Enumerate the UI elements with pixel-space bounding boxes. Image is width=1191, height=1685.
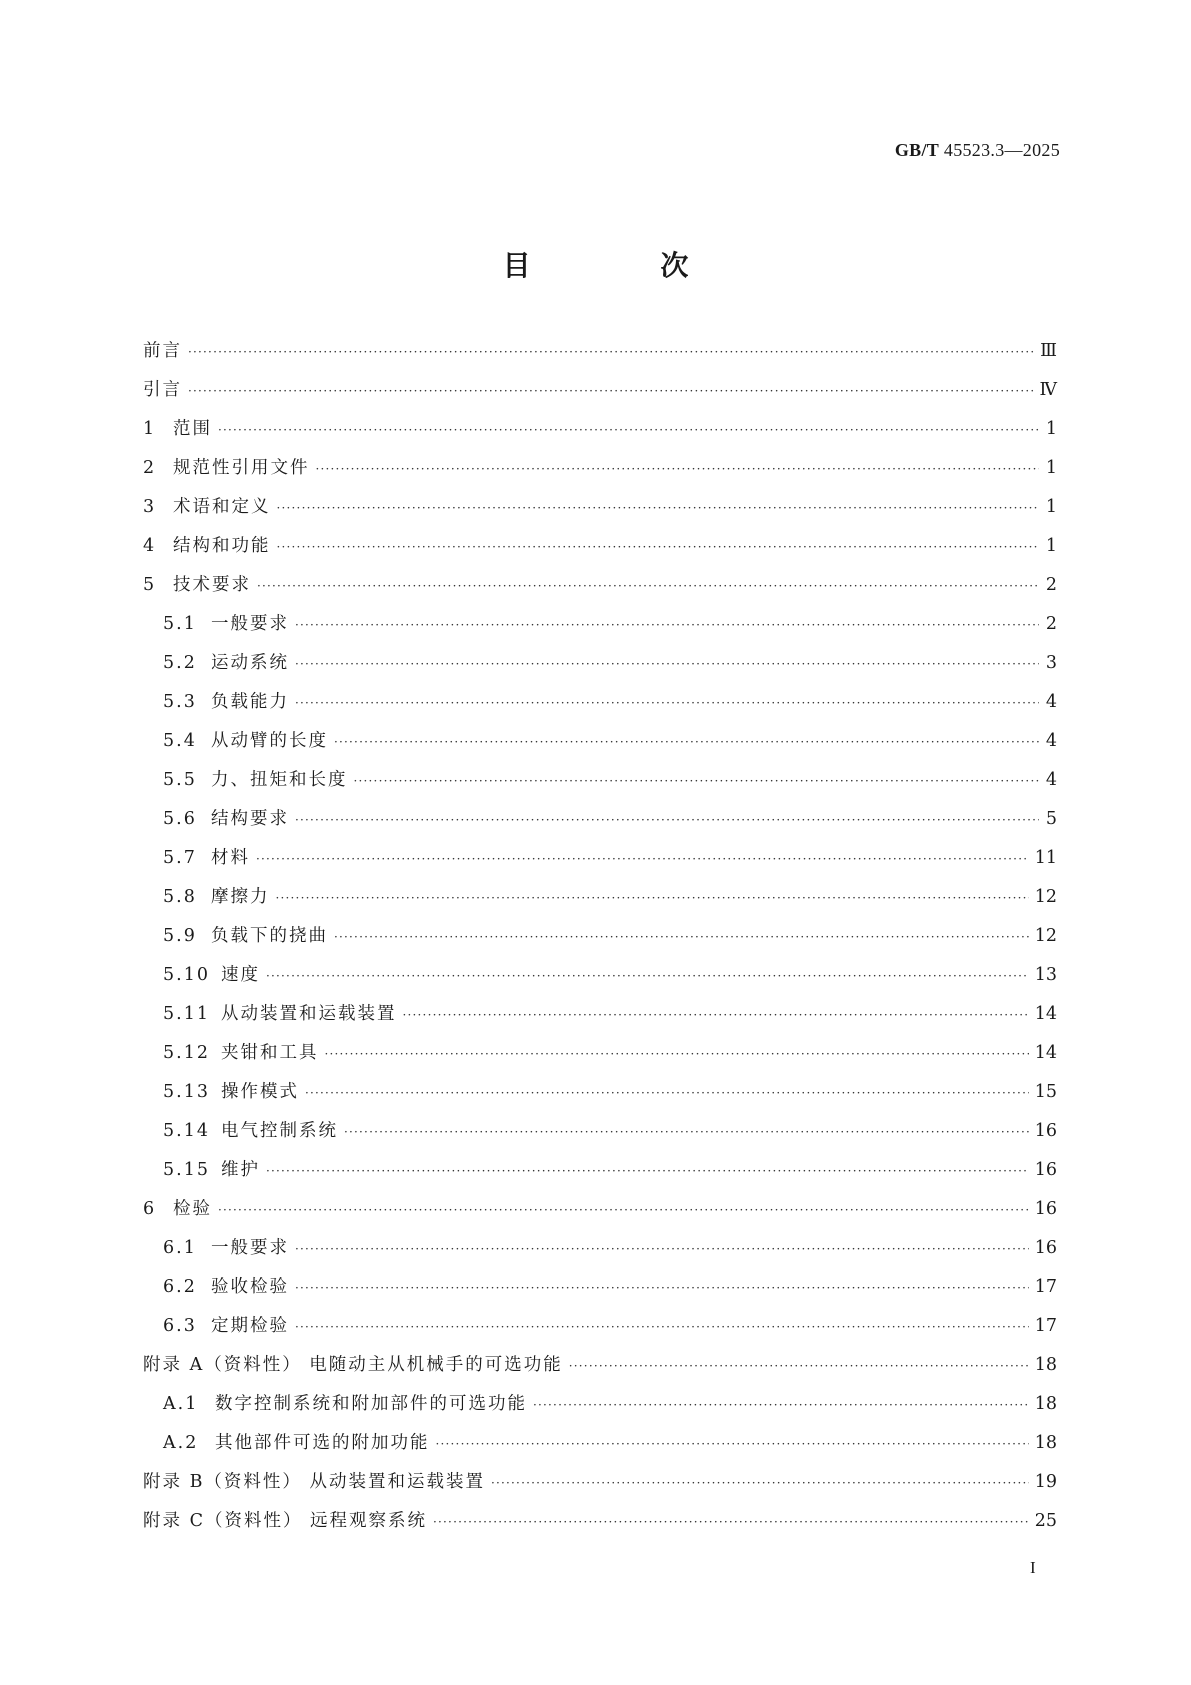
dot-leader	[295, 696, 1039, 710]
toc-entry-label: 规范性引用文件	[173, 458, 310, 478]
toc-entry-label: 从动装置和运载装置	[221, 1004, 397, 1024]
dot-leader	[334, 735, 1039, 749]
toc-entry-number: 5.1	[163, 614, 197, 634]
toc-entry-number: 5.9	[163, 926, 197, 946]
toc-entry-appendix-b[interactable]	[143, 1468, 1057, 1507]
toc-entry-label: 操作模式	[221, 1082, 299, 1102]
toc-entry-a-2[interactable]	[143, 1429, 1057, 1468]
table-of-contents	[143, 337, 1057, 1546]
toc-entry-page: 4	[1045, 731, 1057, 751]
dot-leader	[354, 774, 1040, 788]
toc-entry-label: 力、扭矩和长度	[211, 770, 348, 790]
toc-entry-page: 16	[1034, 1238, 1057, 1258]
toc-entry-appendix-c[interactable]	[143, 1507, 1057, 1546]
toc-entry-page: 18	[1034, 1355, 1057, 1375]
dot-leader	[188, 345, 1034, 359]
toc-entry-4[interactable]	[143, 532, 1057, 571]
toc-entry-number: 5.4	[163, 731, 197, 751]
toc-entry-page: 2	[1045, 614, 1057, 634]
dot-leader	[188, 384, 1034, 398]
toc-entry-page: 12	[1034, 926, 1057, 946]
toc-entry-5-10[interactable]	[143, 961, 1057, 1000]
dot-leader	[295, 813, 1039, 827]
dot-leader	[277, 501, 1040, 515]
toc-entry-5-3[interactable]	[143, 688, 1057, 727]
toc-entry-appendix-a[interactable]	[143, 1351, 1057, 1390]
toc-entry-label: 数字控制系统和附加部件的可选功能	[215, 1394, 527, 1414]
toc-entry-page: 12	[1034, 887, 1057, 907]
dot-leader	[316, 462, 1040, 476]
toc-entry-page: 15	[1034, 1082, 1057, 1102]
toc-entry-6-1[interactable]	[143, 1234, 1057, 1273]
toc-entry-number: 5.15	[163, 1160, 210, 1180]
toc-entry-label: 验收检验	[211, 1277, 289, 1297]
toc-entry-introduction[interactable]	[143, 376, 1057, 415]
toc-entry-page: 5	[1045, 809, 1057, 829]
toc-entry-number: 5	[143, 575, 157, 595]
toc-entry-label: 夹钳和工具	[221, 1043, 319, 1063]
dot-leader	[295, 1281, 1029, 1295]
toc-entry-label: 运动系统	[211, 653, 289, 673]
toc-entry-page: 17	[1034, 1316, 1057, 1336]
toc-entry-number: 5.10	[163, 965, 210, 985]
toc-entry-5-5[interactable]	[143, 766, 1057, 805]
toc-entry-label: 维护	[221, 1160, 260, 1180]
toc-entry-number: 5.6	[163, 809, 197, 829]
dot-leader	[266, 1164, 1029, 1178]
toc-entry-number: 1	[143, 419, 157, 439]
toc-entry-number: 5.7	[163, 848, 197, 868]
toc-entry-number: 6.2	[163, 1277, 197, 1297]
toc-entry-page: 2	[1045, 575, 1057, 595]
toc-entry-page: 1	[1045, 458, 1057, 478]
toc-entry-number: 5.8	[163, 887, 197, 907]
dot-leader	[334, 930, 1029, 944]
toc-entry-5[interactable]	[143, 571, 1057, 610]
toc-entry-label: 附录 A（资料性） 电随动主从机械手的可选功能	[143, 1355, 563, 1375]
toc-entry-6-2[interactable]	[143, 1273, 1057, 1312]
dot-leader	[257, 579, 1039, 593]
toc-entry-label: 附录 B（资料性） 从动装置和运载装置	[143, 1472, 485, 1492]
toc-entry-5-9[interactable]	[143, 922, 1057, 961]
toc-entry-6[interactable]	[143, 1195, 1057, 1234]
dot-leader	[218, 423, 1039, 437]
page-number: I	[1030, 1558, 1036, 1577]
toc-entry-2[interactable]	[143, 454, 1057, 493]
toc-entry-number: 6.3	[163, 1316, 197, 1336]
toc-entry-label: 负载下的挠曲	[211, 926, 328, 946]
toc-entry-label: 从动臂的长度	[211, 731, 328, 751]
toc-entry-label: 检验	[173, 1199, 212, 1219]
toc-entry-label: 一般要求	[211, 614, 289, 634]
toc-entry-label: 结构和功能	[173, 536, 271, 556]
standard-number: 45523.3—2025	[943, 140, 1060, 160]
dot-leader	[256, 852, 1029, 866]
toc-entry-number: 6.1	[163, 1238, 197, 1258]
dot-leader	[569, 1359, 1029, 1373]
dot-leader	[276, 891, 1029, 905]
toc-entry-number: 5.13	[163, 1082, 210, 1102]
toc-entry-number: A.1	[163, 1394, 199, 1414]
toc-entry-page: 14	[1034, 1004, 1057, 1024]
toc-entry-label: 电气控制系统	[221, 1121, 338, 1141]
toc-entry-label: 其他部件可选的附加功能	[215, 1433, 430, 1453]
toc-entry-number: 5.14	[163, 1121, 210, 1141]
toc-entry-6-3[interactable]	[143, 1312, 1057, 1351]
toc-entry-number: 5.2	[163, 653, 197, 673]
toc-entry-number: 5.12	[163, 1043, 210, 1063]
toc-entry-page: Ⅳ	[1039, 380, 1057, 400]
toc-entry-5-4[interactable]	[143, 727, 1057, 766]
toc-entry-page: 1	[1045, 497, 1057, 517]
toc-entry-number: A.2	[163, 1433, 199, 1453]
toc-entry-5-6[interactable]	[143, 805, 1057, 844]
toc-entry-label: 负载能力	[211, 692, 289, 712]
toc-entry-label: 范围	[173, 419, 212, 439]
dot-leader	[295, 618, 1039, 632]
dot-leader	[295, 1242, 1029, 1256]
toc-entry-3[interactable]	[143, 493, 1057, 532]
toc-entry-label: 附录 C（资料性） 远程观察系统	[143, 1511, 428, 1531]
toc-entry-5-2[interactable]	[143, 649, 1057, 688]
toc-entry-label: 技术要求	[173, 575, 251, 595]
toc-entry-number: 5.5	[163, 770, 197, 790]
dot-leader	[295, 657, 1039, 671]
toc-entry-page: 14	[1034, 1043, 1057, 1063]
toc-entry-page: 17	[1034, 1277, 1057, 1297]
toc-entry-page: 1	[1045, 419, 1057, 439]
dot-leader	[491, 1476, 1029, 1490]
toc-entry-label: 速度	[221, 965, 260, 985]
toc-entry-foreword[interactable]	[143, 337, 1057, 376]
toc-entry-number: 3	[143, 497, 157, 517]
toc-entry-label: 材料	[211, 848, 250, 868]
dot-leader	[305, 1086, 1029, 1100]
dot-leader	[403, 1008, 1029, 1022]
page-title: 目 次	[502, 249, 749, 282]
toc-entry-page: 4	[1045, 692, 1057, 712]
toc-entry-label: 一般要求	[211, 1238, 289, 1258]
toc-entry-label: 前言	[143, 341, 182, 361]
toc-entry-label: 引言	[143, 380, 182, 400]
toc-entry-5-1[interactable]	[143, 610, 1057, 649]
toc-entry-5-7[interactable]	[143, 844, 1057, 883]
standard-prefix: GB/T	[894, 140, 940, 160]
dot-leader	[266, 969, 1029, 983]
toc-entry-page: 11	[1034, 848, 1057, 868]
toc-entry-number: 5.11	[163, 1004, 210, 1024]
toc-entry-page: 3	[1045, 653, 1057, 673]
toc-entry-page: 16	[1034, 1121, 1057, 1141]
toc-entry-1[interactable]	[143, 415, 1057, 454]
toc-entry-number: 6	[143, 1199, 157, 1219]
toc-entry-5-15[interactable]	[143, 1156, 1057, 1195]
toc-entry-number: 5.3	[163, 692, 197, 712]
dot-leader	[295, 1320, 1029, 1334]
toc-entry-5-12[interactable]	[143, 1039, 1057, 1078]
standard-code	[895, 140, 1060, 161]
dot-leader	[218, 1203, 1029, 1217]
dot-leader	[436, 1437, 1029, 1451]
toc-entry-label: 术语和定义	[173, 497, 271, 517]
toc-entry-page: 25	[1034, 1511, 1057, 1531]
dot-leader	[325, 1047, 1029, 1061]
toc-entry-5-11[interactable]	[143, 1000, 1057, 1039]
toc-entry-label: 定期检验	[211, 1316, 289, 1336]
toc-entry-page: Ⅲ	[1040, 341, 1057, 361]
toc-entry-page: 19	[1034, 1472, 1057, 1492]
dot-leader	[433, 1515, 1029, 1529]
toc-entry-page: 13	[1034, 965, 1057, 985]
toc-entry-a-1[interactable]	[143, 1390, 1057, 1429]
toc-entry-number: 2	[143, 458, 157, 478]
toc-entry-page: 1	[1045, 536, 1057, 556]
toc-entry-page: 16	[1034, 1199, 1057, 1219]
dot-leader	[277, 540, 1040, 554]
toc-entry-5-8[interactable]	[143, 883, 1057, 922]
dot-leader	[344, 1125, 1029, 1139]
toc-entry-page: 18	[1034, 1394, 1057, 1414]
toc-entry-label: 结构要求	[211, 809, 289, 829]
toc-entry-page: 4	[1045, 770, 1057, 790]
toc-entry-label: 摩擦力	[211, 887, 270, 907]
dot-leader	[533, 1398, 1029, 1412]
toc-entry-number: 4	[143, 536, 157, 556]
toc-entry-5-13[interactable]	[143, 1078, 1057, 1117]
toc-entry-5-14[interactable]	[143, 1117, 1057, 1156]
toc-entry-page: 16	[1034, 1160, 1057, 1180]
toc-entry-page: 18	[1034, 1433, 1057, 1453]
